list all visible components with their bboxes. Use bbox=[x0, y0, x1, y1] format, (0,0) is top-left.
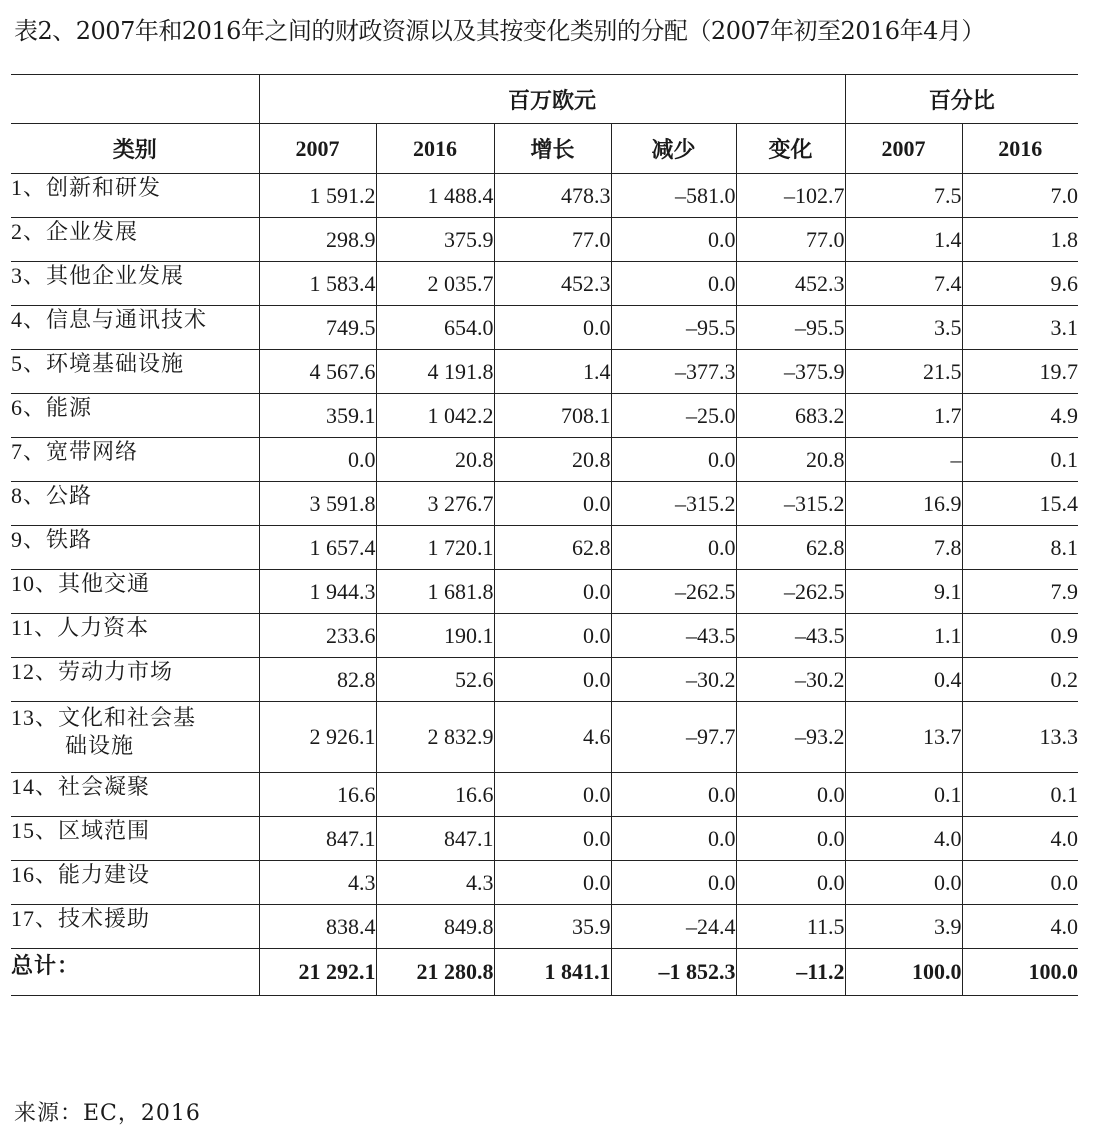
pct-2007-cell: 13.7 bbox=[845, 702, 962, 773]
value-2016-cell: 1 042.2 bbox=[376, 394, 494, 438]
value-2016-cell: 2 035.7 bbox=[376, 262, 494, 306]
value-2016-cell: 4.3 bbox=[376, 861, 494, 905]
table-row bbox=[11, 861, 1078, 905]
pct-2016-cell: 8.1 bbox=[962, 526, 1078, 570]
category-label: 13、文化和社会基 bbox=[11, 705, 197, 730]
category-cell bbox=[11, 658, 259, 702]
pct-2016-cell: 0.0 bbox=[962, 861, 1078, 905]
col-header-2007: 2007 bbox=[259, 124, 376, 174]
table-row bbox=[11, 702, 1078, 773]
pct-2007-cell: 9.1 bbox=[845, 570, 962, 614]
pct-2016-cell: 7.0 bbox=[962, 174, 1078, 218]
value-2007-cell: 1 944.3 bbox=[259, 570, 376, 614]
value-2016-cell: 190.1 bbox=[376, 614, 494, 658]
category-cell bbox=[11, 262, 259, 306]
source-note: 来源：EC，2016 bbox=[14, 1101, 201, 1126]
pct-2016-cell: 0.1 bbox=[962, 773, 1078, 817]
pct-2007-cell: 7.8 bbox=[845, 526, 962, 570]
increase-cell: 4.6 bbox=[494, 702, 611, 773]
category-cell bbox=[11, 482, 259, 526]
pct-2007-cell: 1.7 bbox=[845, 394, 962, 438]
category-label: 5、环境基础设施 bbox=[11, 351, 185, 376]
decrease-cell: –1 852.3 bbox=[611, 949, 736, 996]
category-label: 2、企业发展 bbox=[11, 219, 139, 244]
value-2007-cell: 749.5 bbox=[259, 306, 376, 350]
category-cell bbox=[11, 570, 259, 614]
pct-2016-cell: 13.3 bbox=[962, 702, 1078, 773]
category-cell bbox=[11, 174, 259, 218]
pct-2016-cell: 3.1 bbox=[962, 306, 1078, 350]
col-header-decrease: 减少 bbox=[611, 124, 736, 174]
category-label: 17、技术援助 bbox=[11, 906, 151, 931]
value-2007-cell: 4.3 bbox=[259, 861, 376, 905]
value-2007-cell: 1 583.4 bbox=[259, 262, 376, 306]
category-cell bbox=[11, 526, 259, 570]
increase-cell: 0.0 bbox=[494, 773, 611, 817]
value-2007-cell: 838.4 bbox=[259, 905, 376, 949]
table-row bbox=[11, 614, 1078, 658]
table-row bbox=[11, 174, 1078, 218]
category-label-continued: 础设施 bbox=[65, 733, 135, 758]
pct-2016-cell: 15.4 bbox=[962, 482, 1078, 526]
value-2007-cell: 0.0 bbox=[259, 438, 376, 482]
table-row bbox=[11, 773, 1078, 817]
category-cell bbox=[11, 614, 259, 658]
value-2016-cell: 2 832.9 bbox=[376, 702, 494, 773]
table-row bbox=[11, 350, 1078, 394]
value-2007-cell: 847.1 bbox=[259, 817, 376, 861]
change-cell: 77.0 bbox=[736, 218, 845, 262]
header-group-row bbox=[11, 75, 1078, 124]
decrease-cell: –377.3 bbox=[611, 350, 736, 394]
header-percent: 百分比 bbox=[845, 75, 1078, 124]
change-cell: 0.0 bbox=[736, 861, 845, 905]
change-cell: –95.5 bbox=[736, 306, 845, 350]
decrease-cell: 0.0 bbox=[611, 861, 736, 905]
change-cell: 452.3 bbox=[736, 262, 845, 306]
pct-2016-cell: 4.0 bbox=[962, 817, 1078, 861]
category-label: 9、铁路 bbox=[11, 527, 93, 552]
change-cell: –375.9 bbox=[736, 350, 845, 394]
category-label: 1、创新和研发 bbox=[11, 175, 162, 200]
change-cell: –43.5 bbox=[736, 614, 845, 658]
decrease-cell: 0.0 bbox=[611, 817, 736, 861]
category-label: 6、能源 bbox=[11, 395, 93, 420]
pct-2007-cell: 21.5 bbox=[845, 350, 962, 394]
header-million-eur: 百万欧元 bbox=[259, 75, 845, 124]
header-empty-cell bbox=[11, 75, 259, 124]
category-cell bbox=[11, 702, 259, 773]
change-cell: –315.2 bbox=[736, 482, 845, 526]
table-row bbox=[11, 218, 1078, 262]
value-2007-cell: 3 591.8 bbox=[259, 482, 376, 526]
increase-cell: 1.4 bbox=[494, 350, 611, 394]
category-label: 总计： bbox=[11, 953, 81, 978]
pct-2016-cell: 0.2 bbox=[962, 658, 1078, 702]
increase-cell: 708.1 bbox=[494, 394, 611, 438]
decrease-cell: 0.0 bbox=[611, 773, 736, 817]
pct-2007-cell: 1.1 bbox=[845, 614, 962, 658]
value-2007-cell: 16.6 bbox=[259, 773, 376, 817]
value-2007-cell: 233.6 bbox=[259, 614, 376, 658]
category-cell bbox=[11, 949, 259, 996]
value-2016-cell: 847.1 bbox=[376, 817, 494, 861]
decrease-cell: –262.5 bbox=[611, 570, 736, 614]
value-2016-cell: 3 276.7 bbox=[376, 482, 494, 526]
pct-2016-cell: 0.9 bbox=[962, 614, 1078, 658]
table-row bbox=[11, 526, 1078, 570]
pct-2007-cell: 4.0 bbox=[845, 817, 962, 861]
category-cell bbox=[11, 350, 259, 394]
category-cell bbox=[11, 817, 259, 861]
decrease-cell: –24.4 bbox=[611, 905, 736, 949]
value-2016-cell: 1 681.8 bbox=[376, 570, 494, 614]
value-2007-cell: 298.9 bbox=[259, 218, 376, 262]
value-2016-cell: 16.6 bbox=[376, 773, 494, 817]
value-2007-cell: 82.8 bbox=[259, 658, 376, 702]
table-row bbox=[11, 394, 1078, 438]
col-header-change: 变化 bbox=[736, 124, 845, 174]
category-cell bbox=[11, 905, 259, 949]
increase-cell: 0.0 bbox=[494, 306, 611, 350]
change-cell: 20.8 bbox=[736, 438, 845, 482]
table-row bbox=[11, 658, 1078, 702]
category-label: 3、其他企业发展 bbox=[11, 263, 185, 288]
category-cell bbox=[11, 394, 259, 438]
table-row bbox=[11, 262, 1078, 306]
change-cell: –30.2 bbox=[736, 658, 845, 702]
category-cell bbox=[11, 306, 259, 350]
pct-2016-cell: 9.6 bbox=[962, 262, 1078, 306]
decrease-cell: 0.0 bbox=[611, 526, 736, 570]
category-label: 12、劳动力市场 bbox=[11, 659, 174, 684]
col-header-increase: 增长 bbox=[494, 124, 611, 174]
pct-2016-cell: 0.1 bbox=[962, 438, 1078, 482]
category-label: 14、社会凝聚 bbox=[11, 774, 151, 799]
col-header-pct-2016: 2016 bbox=[962, 124, 1078, 174]
category-label: 11、人力资本 bbox=[11, 615, 150, 640]
pct-2007-cell: 0.1 bbox=[845, 773, 962, 817]
value-2007-cell: 21 292.1 bbox=[259, 949, 376, 996]
pct-2007-cell: 100.0 bbox=[845, 949, 962, 996]
col-header-pct-2007: 2007 bbox=[845, 124, 962, 174]
pct-2007-cell: 0.0 bbox=[845, 861, 962, 905]
increase-cell: 0.0 bbox=[494, 817, 611, 861]
increase-cell: 35.9 bbox=[494, 905, 611, 949]
category-label: 4、信息与通讯技术 bbox=[11, 307, 208, 332]
category-label: 10、其他交通 bbox=[11, 571, 151, 596]
pct-2016-cell: 19.7 bbox=[962, 350, 1078, 394]
change-cell: 0.0 bbox=[736, 773, 845, 817]
increase-cell: 0.0 bbox=[494, 482, 611, 526]
value-2016-cell: 654.0 bbox=[376, 306, 494, 350]
value-2007-cell: 2 926.1 bbox=[259, 702, 376, 773]
pct-2016-cell: 1.8 bbox=[962, 218, 1078, 262]
pct-2007-cell: 3.9 bbox=[845, 905, 962, 949]
value-2016-cell: 849.8 bbox=[376, 905, 494, 949]
decrease-cell: –30.2 bbox=[611, 658, 736, 702]
increase-cell: 0.0 bbox=[494, 861, 611, 905]
category-label: 15、区域范围 bbox=[11, 818, 151, 843]
increase-cell: 20.8 bbox=[494, 438, 611, 482]
pct-2007-cell: – bbox=[845, 438, 962, 482]
change-cell: –93.2 bbox=[736, 702, 845, 773]
increase-cell: 452.3 bbox=[494, 262, 611, 306]
pct-2016-cell: 4.0 bbox=[962, 905, 1078, 949]
change-cell: 62.8 bbox=[736, 526, 845, 570]
pct-2016-cell: 100.0 bbox=[962, 949, 1078, 996]
table-row bbox=[11, 306, 1078, 350]
value-2016-cell: 52.6 bbox=[376, 658, 494, 702]
decrease-cell: 0.0 bbox=[611, 438, 736, 482]
value-2007-cell: 1 591.2 bbox=[259, 174, 376, 218]
increase-cell: 1 841.1 bbox=[494, 949, 611, 996]
table-title: 表2、2007年和2016年之间的财政资源以及其按变化类别的分配（2007年初至2016年4月） bbox=[14, 17, 985, 45]
table-row bbox=[11, 482, 1078, 526]
col-header-category: 类别 bbox=[11, 124, 259, 174]
table-body bbox=[11, 174, 1078, 996]
category-label: 7、宽带网络 bbox=[11, 439, 139, 464]
increase-cell: 0.0 bbox=[494, 658, 611, 702]
value-2016-cell: 21 280.8 bbox=[376, 949, 494, 996]
col-header-2016: 2016 bbox=[376, 124, 494, 174]
increase-cell: 0.0 bbox=[494, 614, 611, 658]
increase-cell: 478.3 bbox=[494, 174, 611, 218]
table-row bbox=[11, 817, 1078, 861]
value-2007-cell: 1 657.4 bbox=[259, 526, 376, 570]
category-cell bbox=[11, 438, 259, 482]
change-cell: –262.5 bbox=[736, 570, 845, 614]
category-label: 16、能力建设 bbox=[11, 862, 151, 887]
decrease-cell: 0.0 bbox=[611, 218, 736, 262]
table-row bbox=[11, 905, 1078, 949]
pct-2007-cell: 0.4 bbox=[845, 658, 962, 702]
pct-2007-cell: 7.4 bbox=[845, 262, 962, 306]
value-2016-cell: 1 488.4 bbox=[376, 174, 494, 218]
value-2007-cell: 359.1 bbox=[259, 394, 376, 438]
category-cell bbox=[11, 861, 259, 905]
pct-2007-cell: 1.4 bbox=[845, 218, 962, 262]
change-cell: –11.2 bbox=[736, 949, 845, 996]
pct-2007-cell: 16.9 bbox=[845, 482, 962, 526]
value-2016-cell: 1 720.1 bbox=[376, 526, 494, 570]
category-cell bbox=[11, 218, 259, 262]
increase-cell: 62.8 bbox=[494, 526, 611, 570]
table-row bbox=[11, 570, 1078, 614]
category-cell bbox=[11, 773, 259, 817]
decrease-cell: –315.2 bbox=[611, 482, 736, 526]
decrease-cell: –25.0 bbox=[611, 394, 736, 438]
value-2016-cell: 375.9 bbox=[376, 218, 494, 262]
change-cell: 11.5 bbox=[736, 905, 845, 949]
value-2016-cell: 20.8 bbox=[376, 438, 494, 482]
change-cell: –102.7 bbox=[736, 174, 845, 218]
header-column-row bbox=[11, 124, 1078, 174]
decrease-cell: –95.5 bbox=[611, 306, 736, 350]
financial-resources-table bbox=[11, 74, 1078, 996]
pct-2007-cell: 3.5 bbox=[845, 306, 962, 350]
total-row bbox=[11, 949, 1078, 996]
pct-2007-cell: 7.5 bbox=[845, 174, 962, 218]
table-row bbox=[11, 438, 1078, 482]
pct-2016-cell: 4.9 bbox=[962, 394, 1078, 438]
decrease-cell: –581.0 bbox=[611, 174, 736, 218]
value-2007-cell: 4 567.6 bbox=[259, 350, 376, 394]
pct-2016-cell: 7.9 bbox=[962, 570, 1078, 614]
value-2016-cell: 4 191.8 bbox=[376, 350, 494, 394]
change-cell: 0.0 bbox=[736, 817, 845, 861]
increase-cell: 77.0 bbox=[494, 218, 611, 262]
change-cell: 683.2 bbox=[736, 394, 845, 438]
increase-cell: 0.0 bbox=[494, 570, 611, 614]
decrease-cell: 0.0 bbox=[611, 262, 736, 306]
decrease-cell: –43.5 bbox=[611, 614, 736, 658]
category-label: 8、公路 bbox=[11, 483, 93, 508]
decrease-cell: –97.7 bbox=[611, 702, 736, 773]
